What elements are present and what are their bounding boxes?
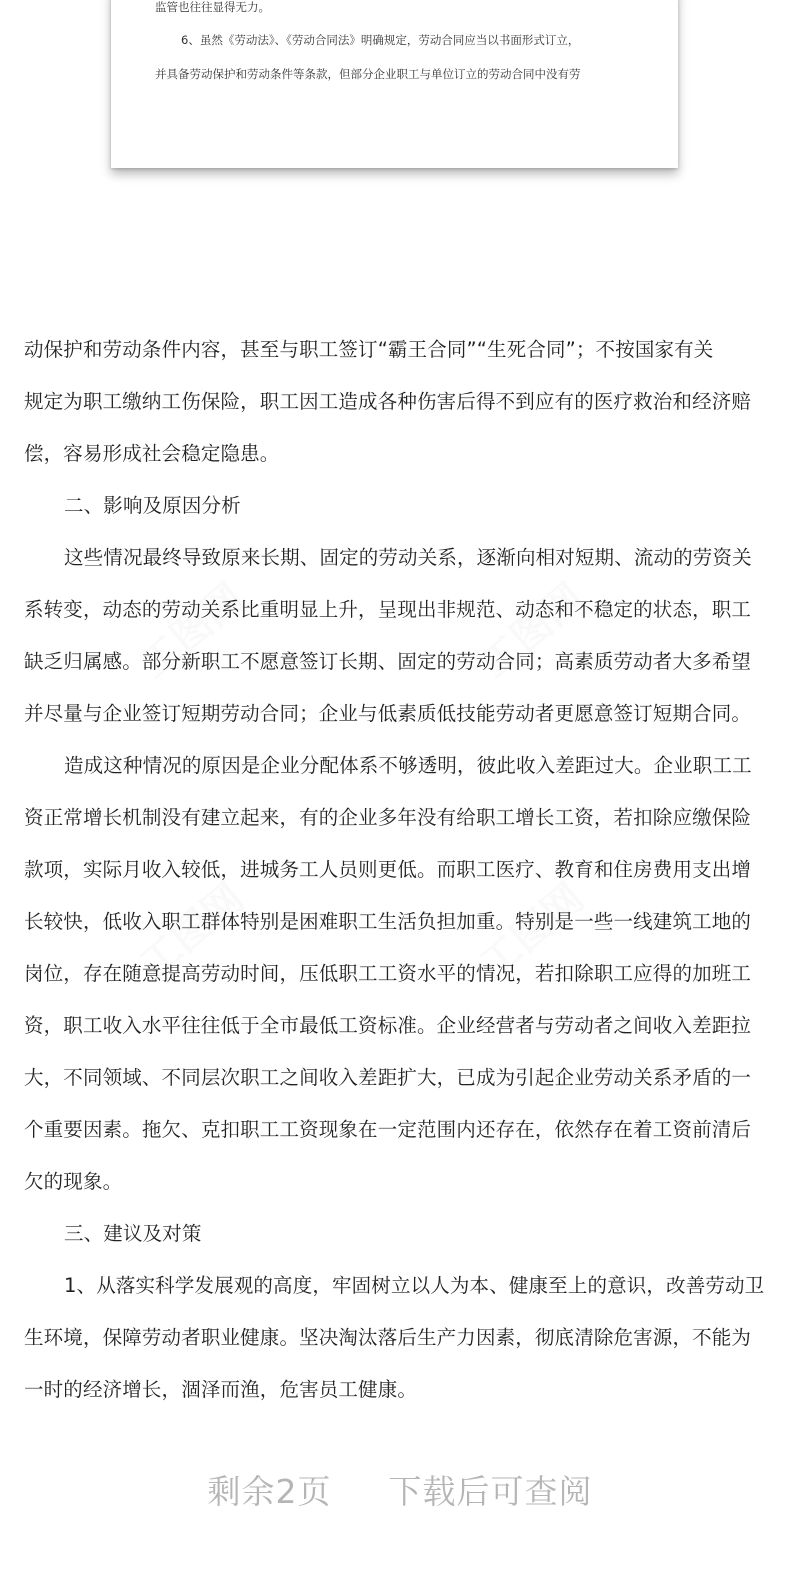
text-line: 资正常增长机制没有建立起来，有的企业多年没有给职工增长工资，若扣除应缴保险	[24, 806, 752, 829]
watermark: 工图网	[131, 874, 253, 988]
text-line: 动保护和劳动条件内容，甚至与职工签订“霸王合同”“生死合同”；不按国家有关	[24, 338, 714, 361]
text-line: 偿，容易形成社会稳定隐患。	[24, 442, 280, 465]
text-line: 大，不同领域、不同层次职工之间收入差距扩大，已成为引起企业劳动关系矛盾的一	[24, 1066, 752, 1089]
text-line: 欠的现象。	[24, 1170, 123, 1193]
text-line: 生环境，保障劳动者职业健康。坚决淘汰落后生产力因素，彻底清除危害源，不能为	[24, 1326, 752, 1349]
text-line: 这些情况最终导致原来长期、固定的劳动关系，逐渐向相对短期、流动的劳资关	[64, 546, 752, 569]
preview-line: 并具备劳动保护和劳动条件等条款，但部分企业职工与单位订立的劳动合同中没有劳	[155, 67, 581, 81]
watermark: 工图网	[471, 574, 593, 688]
document-body	[24, 330, 776, 1422]
section-heading: 三、建议及对策	[64, 1222, 202, 1245]
text-line: 缺乏归属感。部分新职工不愿意签订长期、固定的劳动合同；高素质劳动者大多希望	[24, 650, 752, 673]
preview-line: 6、虽然《劳动法》、《劳动合同法》明确规定，劳动合同应当以书面形式订立，	[181, 33, 580, 47]
text-line: 规定为职工缴纳工伤保险，职工因工造成各种伤害后得不到应有的医疗救治和经济赔	[24, 390, 752, 413]
text-line: 长较快，低收入职工群体特别是困难职工生活负担加重。特别是一些一线建筑工地的	[24, 910, 752, 933]
text-line: 1、从落实科学发展观的高度，牢固树立以人为本、健康至上的意识，改善劳动卫	[64, 1274, 765, 1297]
text-line: 款项，实际月收入较低，进城务工人员则更低。而职工医疗、教育和住房费用支出增	[24, 858, 752, 881]
remaining-pages-label[interactable]: 剩余2页	[207, 1472, 332, 1511]
text-line: 岗位，存在随意提高劳动时间，压低职工工资水平的情况，若扣除职工应得的加班工	[24, 962, 752, 985]
text-line: 一时的经济增长，涸泽而渔，危害员工健康。	[24, 1378, 418, 1401]
text-line: 资，职工收入水平往往低于全市最低工资标准。企业经营者与劳动者之间收入差距拉	[24, 1014, 752, 1037]
text-line: 并尽量与企业签订短期劳动合同；企业与低素质低技能劳动者更愿意签订短期合同。	[24, 702, 752, 725]
text-line: 造成这种情况的原因是企业分配体系不够透明，彼此收入差距过大。企业职工工	[64, 754, 752, 777]
text-line: 个重要因素。拖欠、克扣职工工资现象在一定范围内还存在，依然存在着工资前清后	[24, 1118, 752, 1141]
watermark: 工图网	[131, 574, 253, 688]
page-preview-card	[111, 0, 678, 168]
download-to-view-label[interactable]: 下载后可查阅	[388, 1472, 593, 1511]
section-heading: 二、影响及原因分析	[64, 494, 241, 517]
text-line: 系转变，动态的劳动关系比重明显上升，呈现出非规范、动态和不稳定的状态，职工	[24, 598, 752, 621]
download-prompt[interactable]	[0, 1466, 800, 1513]
watermark: 工图网	[471, 874, 593, 988]
preview-line: 监管也往往显得无力。	[155, 0, 270, 14]
